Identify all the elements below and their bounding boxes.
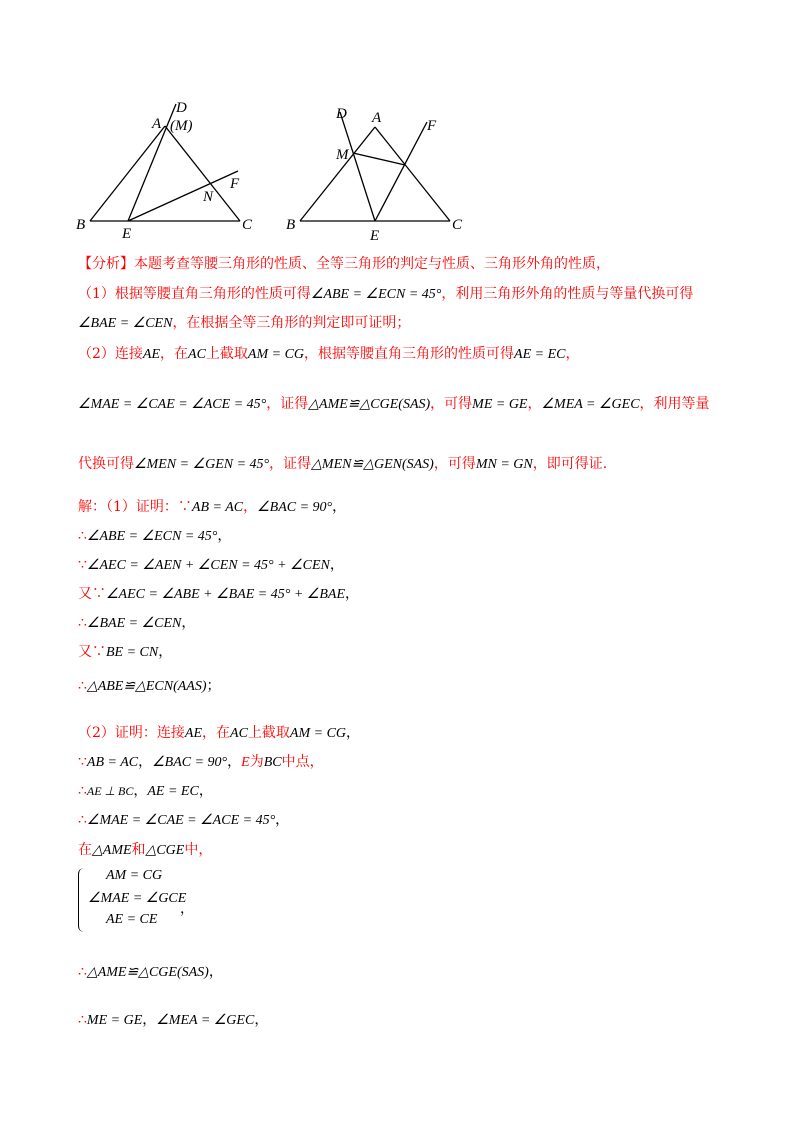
fig1-label-b: B bbox=[76, 217, 86, 233]
fig1-label-d: D bbox=[176, 100, 187, 116]
fig2-label-f: F bbox=[427, 118, 437, 134]
fig2-label-d: D bbox=[336, 106, 347, 122]
fig1-label-f: F bbox=[230, 176, 240, 192]
fig2-label-b: B bbox=[286, 217, 296, 233]
solution-line-8: （2）证明：连接AE，在AC上截取AM = CG， bbox=[78, 725, 361, 741]
fig1-label-m: (M) bbox=[170, 118, 193, 134]
fig1-label-c: C bbox=[242, 217, 253, 233]
equation-row-3: AE = CE bbox=[106, 912, 158, 927]
solution-line-13: ∴△AME≌△CGE(SAS)， bbox=[78, 964, 223, 980]
figure-1 bbox=[70, 96, 270, 241]
solution-line-3: ∵∠AEC = ∠AEN + ∠CEN = 45° + ∠CEN， bbox=[78, 557, 344, 573]
fig1-side-ac bbox=[165, 126, 240, 221]
analysis-line-5: ∠MAE = ∠CAE = ∠ACE = 45°，证得△AME≌△CGE(SAS)，可得ME = GE，∠MEA = ∠GEC，利用等量 bbox=[78, 396, 710, 412]
equation-comma: ， bbox=[180, 902, 194, 917]
solution-line-10: ∴AE ⊥ BC，AE = EC， bbox=[78, 783, 213, 799]
fig1-label-a: A bbox=[152, 116, 162, 132]
fig1-label-n: N bbox=[203, 189, 214, 205]
solution-line-7: ∴△ABE≌△ECN(AAS)； bbox=[78, 678, 221, 694]
solution-line-1: 解：（1）证明：∵AB = AC，∠BAC = 90°， bbox=[78, 499, 347, 515]
solution-line-5: ∴∠BAE = ∠CEN， bbox=[78, 615, 196, 631]
solution-line-4: 又∵∠AEC = ∠ABE + ∠BAE = 45° + ∠BAE， bbox=[78, 586, 359, 602]
fig1-ray-ef bbox=[128, 171, 238, 221]
fig2-label-m: M bbox=[336, 147, 349, 163]
solution-line-9: ∵AB = AC，∠BAC = 90°，E为BC中点， bbox=[78, 754, 324, 770]
fig2-label-a: A bbox=[372, 110, 382, 126]
fig2-ray-ed bbox=[340, 112, 375, 221]
equation-row-2: ∠MAE = ∠GCE bbox=[88, 891, 187, 906]
solution-line-12: 在△AME和△CGE中， bbox=[78, 842, 213, 858]
figure-2 bbox=[280, 100, 480, 245]
analysis-line-3: ∠BAE = ∠CEN，在根据全等三角形的判定即可证明； bbox=[78, 315, 411, 331]
fig2-label-e: E bbox=[370, 228, 380, 244]
analysis-line-1: 【分析】本题考查等腰三角形的性质、全等三角形的判定与性质、三角形外角的性质， bbox=[78, 256, 610, 272]
fig2-side-ab bbox=[300, 127, 375, 221]
solution-line-6: 又∵BE = CN， bbox=[78, 644, 173, 660]
solution-line-14: ∴ME = GE，∠MEA = ∠GEC， bbox=[78, 1012, 269, 1028]
fig1-label-e: E bbox=[122, 226, 132, 241]
analysis-line-4: （2）连接AE，在AC上截取AM = CG，根据等腰直角三角形的性质可得AE = EC， bbox=[78, 346, 580, 362]
analysis-line-2: （1）根据等腰直角三角形的性质可得∠ABE = ∠ECN = 45°，利用三角形外角的性质与等量代换可得 bbox=[78, 286, 694, 302]
solution-line-11: ∴∠MAE = ∠CAE = ∠ACE = 45°， bbox=[78, 812, 290, 828]
fig2-side-ac bbox=[375, 127, 450, 221]
equation-row-1: AM = CG bbox=[106, 868, 163, 883]
analysis-line-6: 代换可得∠MEN = ∠GEN = 45°，证得△MEN≌△GEN(SAS)，可得MN = GN，即可得证. bbox=[78, 456, 608, 472]
fig1-side-ab bbox=[90, 126, 165, 221]
fig2-label-c: C bbox=[452, 217, 463, 233]
solution-line-2: ∴∠ABE = ∠ECN = 45°， bbox=[78, 528, 232, 544]
